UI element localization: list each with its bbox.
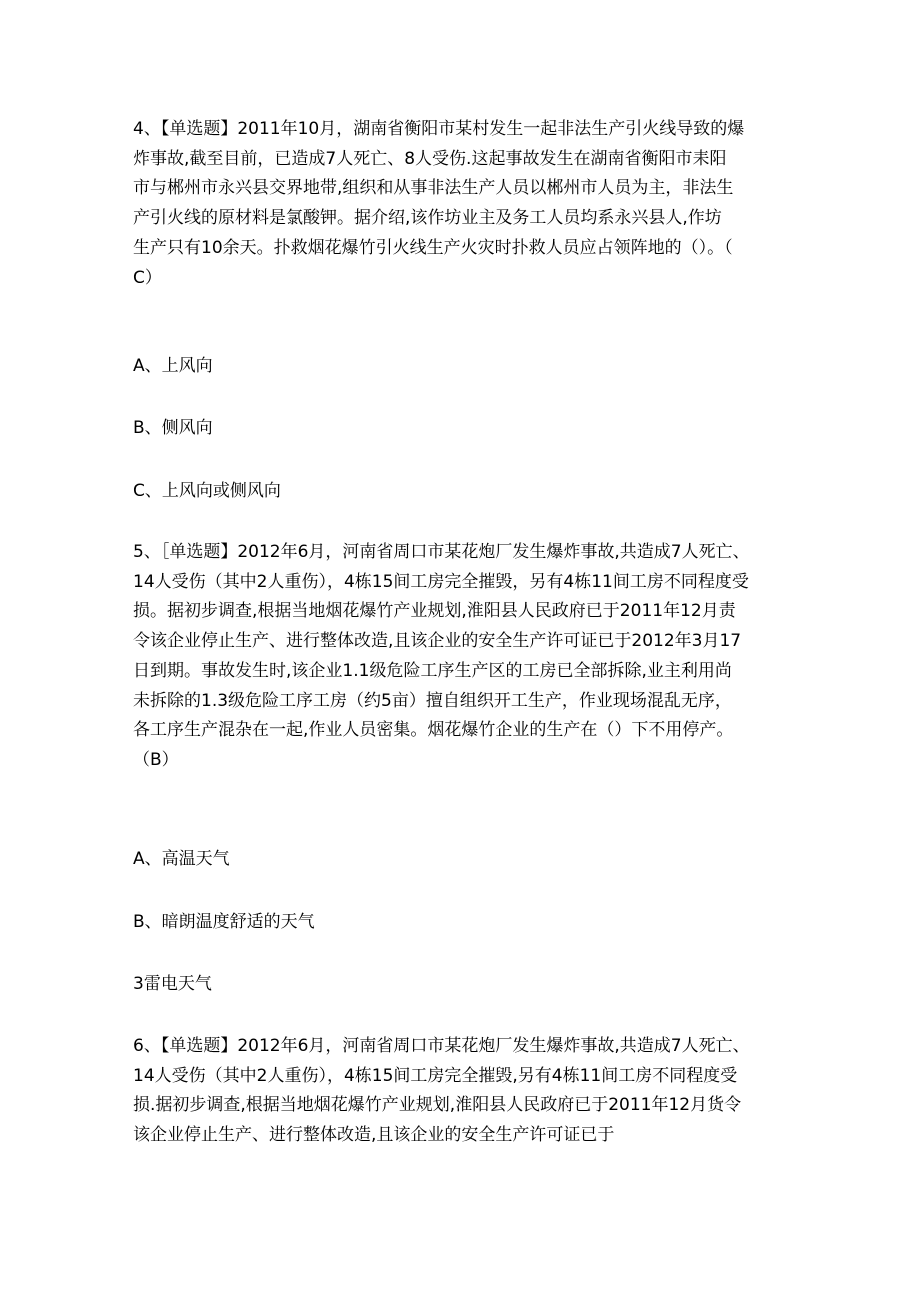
question-4-text bbox=[133, 115, 803, 293]
question-6-text bbox=[133, 1032, 803, 1151]
question-line: 损.据初步调查,根据当地烟花爆竹产业规划,淮阳县人民政府已于2011年12月货令 bbox=[133, 1095, 742, 1116]
question-line: 令该企业停止生产、进行整体改造,且该企业的安全生产许可证已于2012年3月17 bbox=[133, 631, 742, 652]
question-line: 生产只有10余天。扑救烟花爆竹引火线生产火灾时扑救人员应占领阵地的（）。（ bbox=[133, 237, 733, 258]
question-line: （B） bbox=[133, 749, 179, 770]
question-4-option-c: C、上风向或侧风向 bbox=[133, 481, 281, 501]
question-4-option-a: A、上风向 bbox=[133, 356, 213, 376]
question-line: 6、【单选题】2012年6月，河南省周口市某花炮厂发生爆炸事故,共造成7人死亡、 bbox=[133, 1036, 750, 1056]
question-line: 损。据初步调查,根据当地烟花爆竹产业规划,淮阳县人民政府已于2011年12月责 bbox=[133, 601, 736, 622]
question-line: C） bbox=[133, 267, 162, 288]
question-line: 14人受伤（其中2人重伤），4栋15间工房完全摧毁,另有4栋11间工房不同程度受 bbox=[133, 1065, 738, 1086]
question-5-option-a: A、高温天气 bbox=[133, 849, 230, 869]
question-5-option-b: B、暗朗温度舒适的天气 bbox=[133, 912, 315, 932]
question-line: 该企业停止生产、进行整体改造,且该企业的安全生产许可证已于 bbox=[133, 1125, 615, 1146]
question-line: 未拆除的1.3级危险工序工房（约5亩）擅自组织开工生产，作业现场混乱无序， bbox=[133, 690, 732, 711]
question-5-text bbox=[133, 538, 803, 776]
question-line: 日到期。事故发生时,该企业1.1级危险工序生产区的工房已全部拆除,业主利用尚 bbox=[133, 660, 732, 681]
question-line: 各工序生产混杂在一起,作业人员密集。烟花爆竹企业的生产在（）下不用停产。 bbox=[133, 720, 734, 741]
question-line: 市与郴州市永兴县交界地带,组织和从事非法生产人员以郴州市人员为主，非法生 bbox=[133, 178, 734, 199]
question-4-option-b: B、侧风向 bbox=[133, 418, 213, 438]
question-line: 14人受伤（其中2人重伤），4栋15间工房完全摧毁，另有4栋11间工房不同程度受 bbox=[133, 571, 749, 592]
question-line: 产引火线的原材料是氯酸钾。据介绍,该作坊业主及务工人员均系永兴县人,作坊 bbox=[133, 208, 722, 229]
question-line: 5、［单选题】2012年6月，河南省周口市某花炮厂发生爆炸事故,共造成7人死亡、 bbox=[133, 542, 750, 562]
question-line: 炸事故,截至目前，已造成7人死亡、8人受伤.这起事故发生在湖南省衡阳市耒阳 bbox=[133, 148, 727, 169]
question-5-option-c: 3雷电天气 bbox=[133, 974, 212, 994]
question-line: 4、【单选题】2011年10月，湖南省衡阳市某村发生一起非法生产引火线导致的爆 bbox=[133, 119, 745, 139]
